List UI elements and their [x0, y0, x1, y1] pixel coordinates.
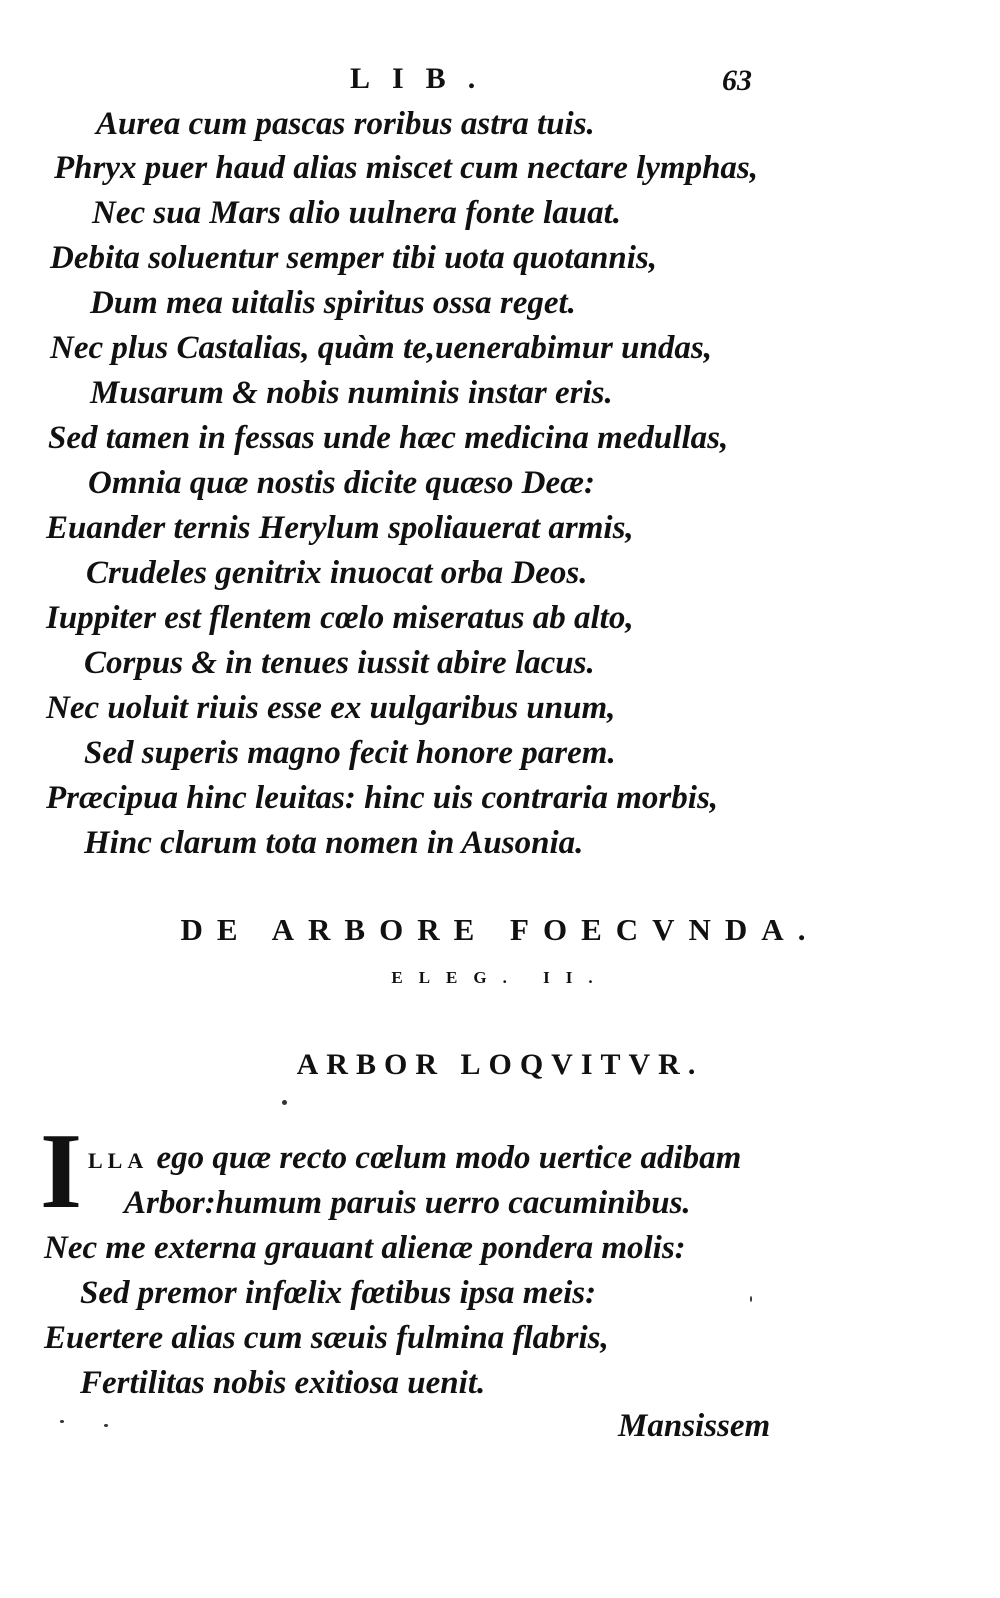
verse-line: Dum mea uitalis spiritus ossa reget.	[90, 285, 576, 321]
verse-line: Nec plus Castalias, quàm te,uenerabimur undas,	[50, 330, 712, 366]
verse-line: Debita soluentur semper tibi uota quotannis,	[50, 240, 657, 276]
verse-line: Nec me externa grauant alienæ pondera molis:	[44, 1230, 686, 1266]
catchword: Mansissem	[618, 1408, 771, 1444]
verse-line: Sed premor infœlix fœtibus ipsa meis:	[80, 1275, 597, 1311]
ink-speck	[60, 1420, 64, 1423]
verse-line: Omnia quæ nostis dicite quæso Deæ:	[88, 465, 595, 501]
running-head	[0, 62, 1000, 102]
verse-line: Arbor:humum paruis uerro cacuminibus.	[124, 1185, 691, 1221]
ink-speck	[282, 1100, 287, 1105]
first-line-rest: ego quæ recto cœlum modo uertice adibam	[156, 1140, 742, 1176]
verse-line: Euander ternis Herylum spoliauerat armis,	[46, 510, 634, 546]
poem-title: DE ARBORE FOECVNDA.	[180, 912, 820, 947]
verse-line: Præcipua hinc leuitas: hinc uis contraria morbis,	[46, 780, 719, 816]
verse-line: Sed superis magno fecit honore parem.	[84, 735, 616, 771]
first-line-smallcaps: LLA	[88, 1148, 149, 1173]
verse-line: Hinc clarum tota nomen in Ausonia.	[84, 825, 584, 861]
verse-line: Euertere alias cum sæuis fulmina flabris,	[44, 1320, 609, 1356]
first-verse-line	[88, 1138, 741, 1181]
verse-line: Fertilitas nobis exitiosa uenit.	[80, 1365, 486, 1401]
verse-line: Phryx puer haud alias miscet cum nectare lymphas,	[54, 150, 759, 186]
running-title: LIB.	[350, 62, 498, 95]
ink-speck	[104, 1424, 108, 1427]
verse-line: Musarum & nobis numinis instar eris.	[90, 375, 613, 411]
ink-speck	[750, 1296, 752, 1302]
elegy-number: ELEG. II.	[391, 968, 609, 987]
verse-line: Iuppiter est flentem cœlo miseratus ab alto,	[46, 600, 634, 636]
verse-line: Corpus & in tenues iussit abire lacus.	[84, 645, 595, 681]
verse-line: Nec sua Mars alio uulnera fonte lauat.	[92, 195, 621, 231]
speaker-heading: ARBOR LOQVITVR.	[296, 1048, 704, 1081]
verse-line: Crudeles genitrix inuocat orba Deos.	[86, 555, 588, 591]
verse-line: Sed tamen in fessas unde hæc medicina medullas,	[48, 420, 729, 456]
verse-line: Aurea cum pascas roribus astra tuis.	[96, 106, 595, 142]
drop-cap: I	[40, 1112, 83, 1231]
verse-line: Nec uoluit riuis esse ex uulgaribus unum,	[46, 690, 616, 726]
page-number: 63	[722, 64, 752, 97]
